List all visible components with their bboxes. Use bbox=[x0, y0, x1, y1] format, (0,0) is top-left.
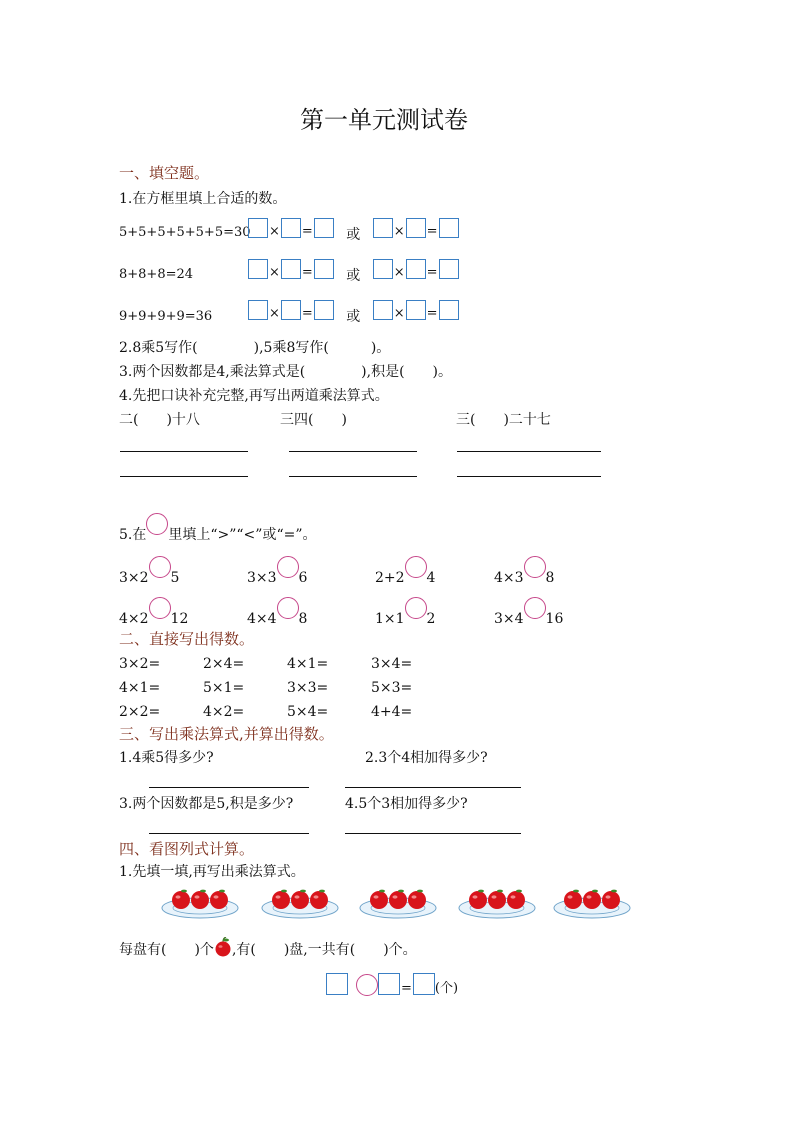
compare-circle[interactable] bbox=[149, 556, 171, 578]
q1-row-3-expression: 9+9+9+9=36 bbox=[119, 309, 213, 324]
section-heading-1: 一、填空题。 bbox=[119, 164, 210, 182]
calc-cell: 4×1= bbox=[119, 680, 161, 696]
q4-item-1: 二( )十八 bbox=[119, 412, 200, 428]
compare-left: 3×2 bbox=[119, 570, 149, 586]
compare-right: 8 bbox=[298, 611, 308, 627]
circle-icon bbox=[146, 513, 168, 535]
compare-left: 3×4 bbox=[494, 611, 524, 627]
calc-cell: 2×2= bbox=[119, 704, 161, 720]
answer-line[interactable] bbox=[120, 451, 248, 452]
answer-line[interactable] bbox=[457, 451, 601, 452]
equals-sign: = bbox=[401, 981, 412, 996]
times-sign: × bbox=[393, 265, 405, 280]
answer-box[interactable] bbox=[281, 218, 301, 238]
compare-item bbox=[494, 556, 554, 585]
answer-box[interactable] bbox=[281, 300, 301, 320]
apple-icon bbox=[602, 890, 620, 909]
compare-item bbox=[247, 597, 307, 626]
answer-line[interactable] bbox=[149, 833, 309, 834]
compare-left: 4×4 bbox=[247, 611, 277, 627]
compare-left: 4×3 bbox=[494, 570, 524, 586]
compare-left: 3×3 bbox=[247, 570, 277, 586]
compare-item bbox=[375, 556, 435, 585]
answer-box[interactable] bbox=[378, 973, 400, 995]
plate-with-apples bbox=[458, 885, 536, 919]
answer-box[interactable] bbox=[439, 259, 459, 279]
section-heading-2: 二、直接写出得数。 bbox=[119, 630, 255, 648]
answer-line[interactable] bbox=[120, 476, 248, 477]
compare-right: 4 bbox=[426, 570, 436, 586]
plate-with-apples bbox=[261, 885, 339, 919]
answer-box[interactable] bbox=[406, 218, 426, 238]
answer-box[interactable] bbox=[314, 300, 334, 320]
q1-row-3-answer-boxes bbox=[248, 300, 459, 324]
q1-prompt: 1.在方框里填上合适的数。 bbox=[119, 191, 287, 207]
q4-item-2: 三四( ) bbox=[280, 412, 347, 428]
plate-with-apples bbox=[553, 885, 631, 919]
or-word: 或 bbox=[346, 309, 361, 325]
apple-icon bbox=[291, 890, 309, 909]
answer-box[interactable] bbox=[248, 300, 268, 320]
apple-icon bbox=[488, 890, 506, 909]
compare-left: 2+2 bbox=[375, 570, 405, 586]
compare-right: 6 bbox=[298, 570, 308, 586]
compare-right: 5 bbox=[170, 570, 180, 586]
answer-box[interactable] bbox=[326, 973, 348, 995]
calc-cell: 2×4= bbox=[203, 656, 245, 672]
compare-circle[interactable] bbox=[405, 597, 427, 619]
compare-circle[interactable] bbox=[277, 556, 299, 578]
answer-line[interactable] bbox=[289, 476, 417, 477]
apple-icon bbox=[469, 890, 487, 909]
apple-icon bbox=[564, 890, 582, 909]
compare-item bbox=[247, 556, 307, 585]
equals-sign: = bbox=[301, 306, 313, 321]
word-problem-1: 1.4乘5得多少? bbox=[119, 750, 214, 766]
q1-row-2-answer-boxes bbox=[248, 259, 459, 283]
calc-cell: 5×4= bbox=[287, 704, 329, 720]
compare-circle[interactable] bbox=[149, 597, 171, 619]
equation-template bbox=[326, 973, 458, 996]
answer-box[interactable] bbox=[373, 259, 393, 279]
or-word: 或 bbox=[346, 268, 361, 284]
unit-label: (个) bbox=[434, 981, 459, 996]
apple-icon bbox=[389, 890, 407, 909]
calc-cell: 4+4= bbox=[371, 704, 413, 720]
calc-cell: 3×3= bbox=[287, 680, 329, 696]
times-sign: × bbox=[393, 306, 405, 321]
calc-cell: 3×2= bbox=[119, 656, 161, 672]
answer-box[interactable] bbox=[439, 218, 459, 238]
sentence-part-a: 每盘有( )个 bbox=[119, 942, 214, 958]
compare-circle[interactable] bbox=[277, 597, 299, 619]
calc-cell: 4×1= bbox=[287, 656, 329, 672]
picture-problem-sentence bbox=[119, 937, 417, 957]
word-problem-4: 4.5个3相加得多少? bbox=[345, 796, 468, 812]
answer-box[interactable] bbox=[406, 300, 426, 320]
q5-prompt-end: 里填上“>”“<”或“=”。 bbox=[168, 527, 317, 543]
plate-with-apples bbox=[359, 885, 437, 919]
compare-item bbox=[119, 556, 179, 585]
apple-icon bbox=[408, 890, 426, 909]
compare-right: 16 bbox=[545, 611, 564, 627]
apple-icon bbox=[310, 890, 328, 909]
picture-problem-prompt: 1.先填一填,再写出乘法算式。 bbox=[119, 864, 305, 880]
equals-sign: = bbox=[426, 306, 438, 321]
q1-row-1-expression: 5+5+5+5+5+5=30 bbox=[119, 225, 251, 240]
calc-cell: 4×2= bbox=[203, 704, 245, 720]
calc-cell: 5×3= bbox=[371, 680, 413, 696]
plate-with-apples bbox=[161, 885, 239, 919]
q5-prompt bbox=[119, 513, 317, 542]
q4-prompt: 4.先把口诀补充完整,再写出两道乘法算式。 bbox=[119, 388, 389, 404]
compare-right: 12 bbox=[170, 611, 189, 627]
section-heading-3: 三、写出乘法算式,并算出得数。 bbox=[119, 725, 334, 743]
answer-box[interactable] bbox=[373, 218, 393, 238]
q5-prompt-start: 5.在 bbox=[119, 527, 147, 543]
answer-box[interactable] bbox=[248, 218, 268, 238]
apple-icon bbox=[210, 890, 228, 909]
answer-box[interactable] bbox=[314, 218, 334, 238]
calc-cell: 5×1= bbox=[203, 680, 245, 696]
answer-box[interactable] bbox=[439, 300, 459, 320]
compare-circle[interactable] bbox=[524, 556, 546, 578]
compare-circle[interactable] bbox=[524, 597, 546, 619]
times-sign: × bbox=[393, 224, 405, 239]
apple-icon bbox=[370, 890, 388, 909]
answer-box[interactable] bbox=[413, 973, 435, 995]
q4-item-3: 三( )二十七 bbox=[456, 412, 551, 428]
apple-icon bbox=[272, 890, 290, 909]
operator-circle[interactable] bbox=[356, 974, 378, 996]
answer-box[interactable] bbox=[314, 259, 334, 279]
answer-box[interactable] bbox=[248, 259, 268, 279]
equals-sign: = bbox=[301, 265, 313, 280]
word-problem-3: 3.两个因数都是5,积是多少? bbox=[119, 796, 294, 812]
section-heading-4: 四、看图列式计算。 bbox=[119, 840, 255, 858]
apple-icon bbox=[507, 890, 525, 909]
compare-right: 8 bbox=[545, 570, 555, 586]
times-sign: × bbox=[269, 306, 280, 321]
apple-icon bbox=[172, 890, 190, 909]
equals-sign: = bbox=[426, 265, 438, 280]
answer-box[interactable] bbox=[373, 300, 393, 320]
word-problem-2: 2.3个4相加得多少? bbox=[365, 750, 488, 766]
q1-row-2-expression: 8+8+8=24 bbox=[119, 267, 194, 282]
answer-line[interactable] bbox=[345, 833, 521, 834]
q2-text: 2.8乘5写作( ),5乘8写作( )。 bbox=[119, 340, 391, 356]
apple-icon bbox=[214, 937, 232, 957]
compare-right: 2 bbox=[426, 611, 436, 627]
compare-item bbox=[494, 597, 563, 626]
equals-sign: = bbox=[301, 224, 313, 239]
compare-item bbox=[119, 597, 188, 626]
answer-line[interactable] bbox=[345, 787, 521, 788]
or-word: 或 bbox=[346, 227, 361, 243]
apple-icon bbox=[583, 890, 601, 909]
sentence-part-b: ,有( )盘,一共有( )个。 bbox=[231, 942, 417, 958]
compare-left: 4×2 bbox=[119, 611, 149, 627]
compare-item bbox=[375, 597, 435, 626]
answer-line[interactable] bbox=[289, 451, 417, 452]
equals-sign: = bbox=[426, 224, 438, 239]
page-title: 第一单元测试卷 bbox=[300, 106, 468, 134]
q3-text: 3.两个因数都是4,乘法算式是( ),积是( )。 bbox=[119, 364, 453, 380]
answer-line[interactable] bbox=[457, 476, 601, 477]
answer-box[interactable] bbox=[281, 259, 301, 279]
compare-left: 1×1 bbox=[375, 611, 405, 627]
answer-line[interactable] bbox=[149, 787, 309, 788]
apple-icon bbox=[191, 890, 209, 909]
calc-cell: 3×4= bbox=[371, 656, 413, 672]
times-sign: × bbox=[269, 265, 280, 280]
q1-row-1-answer-boxes bbox=[248, 218, 459, 242]
compare-circle[interactable] bbox=[405, 556, 427, 578]
times-sign: × bbox=[269, 224, 280, 239]
answer-box[interactable] bbox=[406, 259, 426, 279]
